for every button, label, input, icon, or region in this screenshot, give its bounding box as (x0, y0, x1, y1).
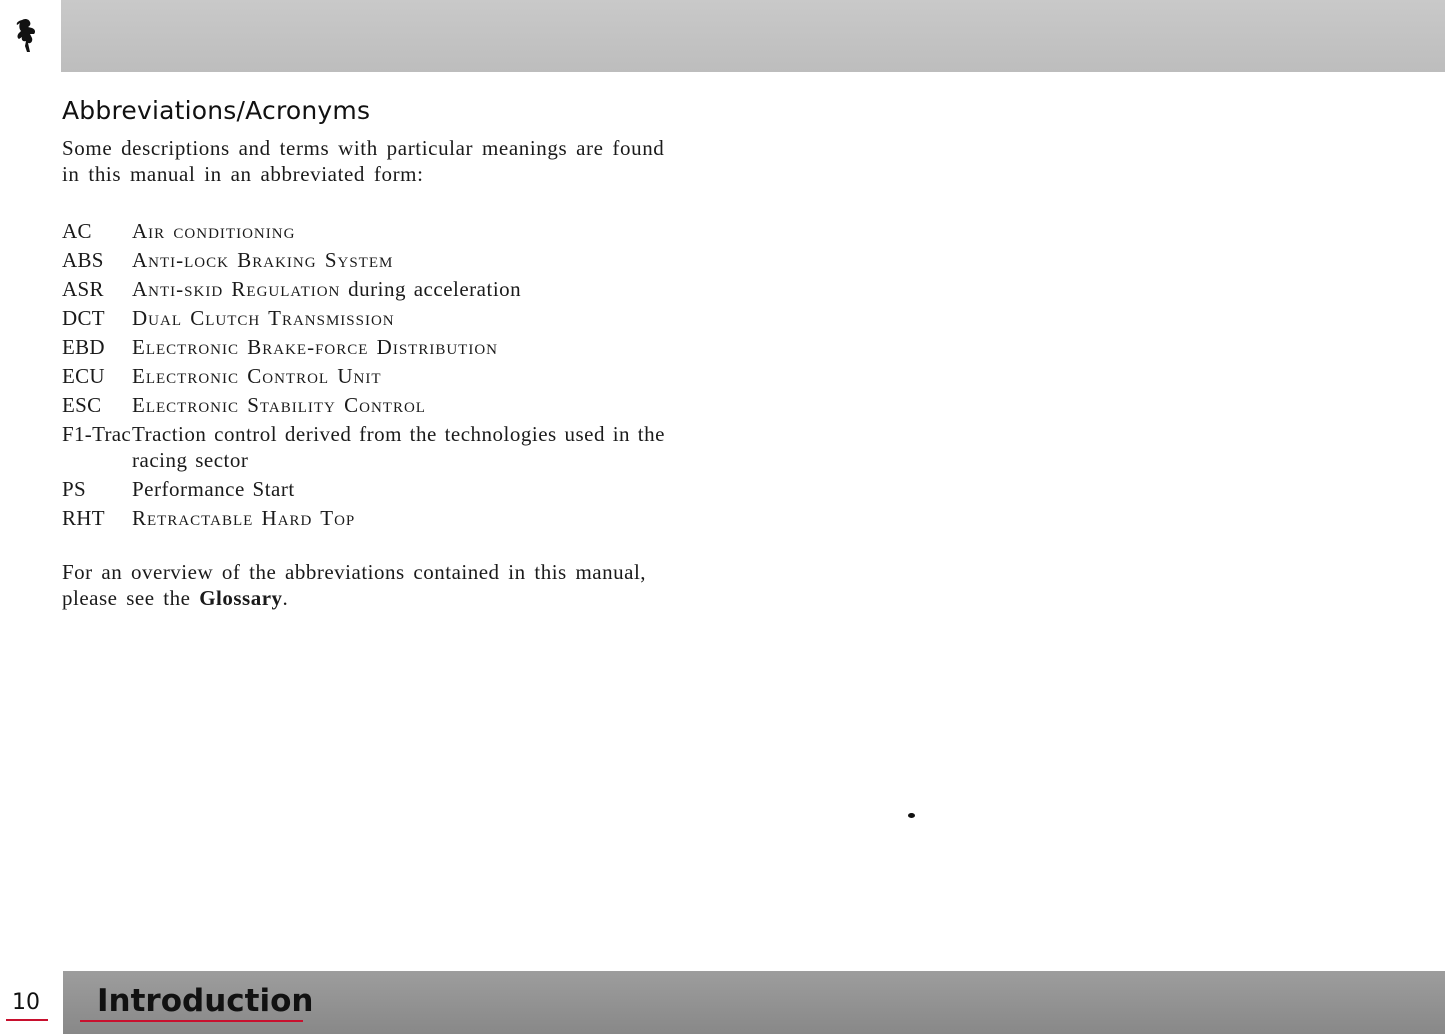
abbreviation-definition: Dual Clutch Transmission (132, 306, 395, 330)
abbreviation-row (62, 476, 682, 502)
abbreviation-definition: Performance Start (132, 477, 295, 501)
abbreviation-definition: Electronic Brake-force Distribution (132, 335, 498, 359)
section-title: Abbreviations/Acronyms (62, 96, 371, 125)
glossary-link[interactable]: Glossary (199, 586, 283, 610)
abbreviation-list (62, 218, 682, 534)
abbreviation-row (62, 247, 682, 273)
abbreviation-row (62, 305, 682, 331)
abbreviation-row (62, 505, 682, 531)
abbreviation-code: PS (62, 477, 86, 501)
abbreviation-definition: Air conditioning (132, 219, 296, 243)
abbreviation-code: ESC (62, 393, 102, 417)
page-number: 10 (12, 990, 40, 1015)
prancing-horse-icon (8, 16, 44, 56)
page-number-underline (6, 1019, 48, 1021)
chapter-title: Introduction (97, 983, 314, 1019)
abbreviation-definition: Traction control derived from the technologies used in the racing sector (132, 422, 665, 472)
abbreviation-definition: Retractable Hard Top (132, 506, 356, 530)
intro-paragraph: Some descriptions and terms with particular meanings are found in this manual in an abbreviated form: (62, 136, 665, 186)
abbreviation-code: EBD (62, 335, 105, 359)
chapter-title-underline (80, 1020, 303, 1022)
header-band (61, 0, 1445, 72)
abbreviation-row (62, 392, 682, 418)
print-speck (908, 813, 915, 818)
abbreviation-row (62, 218, 682, 244)
abbreviation-row (62, 334, 682, 360)
abbreviation-code: ECU (62, 364, 105, 388)
abbreviation-row (62, 276, 682, 302)
abbreviation-definition: Electronic Control Unit (132, 364, 382, 388)
abbreviation-definition: Electronic Stability Control (132, 393, 426, 417)
abbreviation-code: RHT (62, 506, 105, 530)
abbreviation-row (62, 363, 682, 389)
abbreviation-definition: Anti-lock Braking System (132, 248, 394, 272)
abbreviation-code: ABS (62, 248, 104, 272)
abbreviation-definition: Anti-skid Regulation during acceleration (132, 277, 522, 301)
abbreviation-code: AC (62, 219, 92, 243)
glossary-reference-paragraph: For an overview of the abbreviations contained in this manual, please see the Glossary. (62, 560, 647, 610)
abbreviation-row (62, 421, 682, 473)
abbreviation-code: ASR (62, 277, 104, 301)
abbreviation-code: F1-Trac (62, 422, 131, 446)
abbreviation-code: DCT (62, 306, 105, 330)
